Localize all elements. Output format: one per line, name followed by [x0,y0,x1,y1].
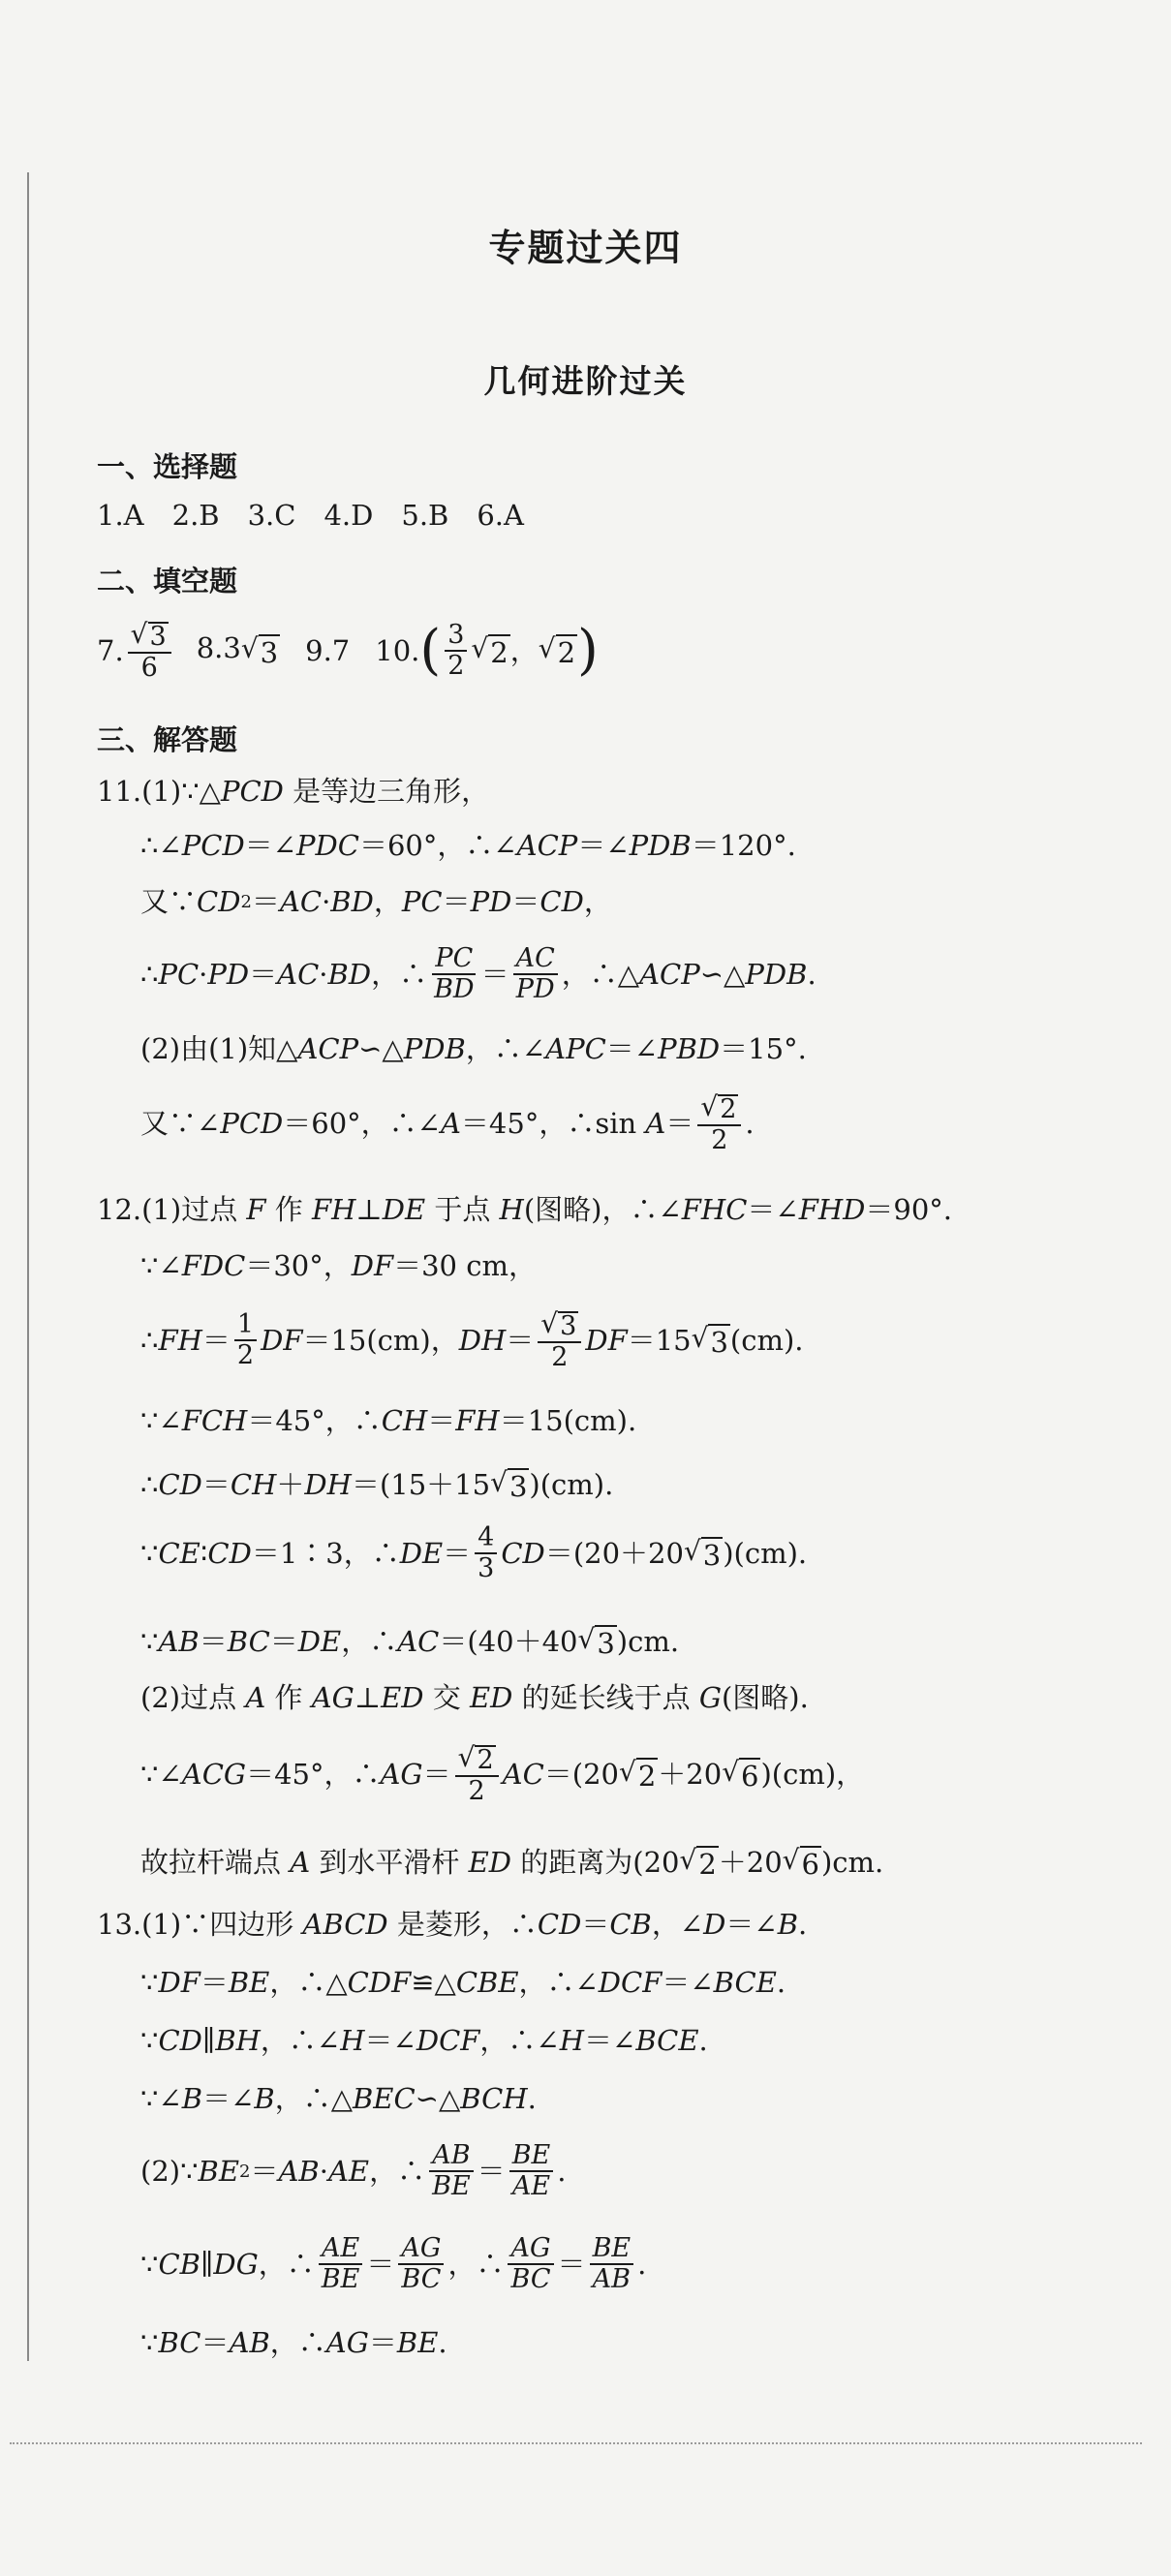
section-solve: 三、解答题 [97,723,238,756]
q12-line-10: 故拉杆端点 A 到水平滑杆 ED 的距离为(20 √ 2 ＋20 √ 6 )cm. [140,1844,884,1881]
q12-line-4: ∵∠ FCH ＝45°，∴ CH ＝ FH ＝15(cm). [140,1404,637,1437]
q13-line-3: ∵ CD ∥ BH ，∴∠ H ＝∠ DCF ，∴∠ H ＝∠ BCE . [140,2024,708,2057]
q13-line-4: ∵∠ B ＝∠ B ，∴△ BEC ∽△ BCH . [140,2082,537,2115]
q13-line-1: 13.(1)∵四边形 ABCD 是菱形，∴ CD ＝ CB ，∠ D ＝∠ B . [97,1908,808,1941]
page-subtitle: 几何进阶过关 [483,362,688,400]
q11-line-1: 11.(1)∵△ PCD 是等边三角形， [97,775,490,808]
q7-fraction: √ 3 6 [128,620,171,683]
q12-line-2: ∵∠ FDC ＝30°， DF ＝30 cm， [140,1249,537,1282]
q11-line-4: ∴ PC · PD ＝ AC · BD ，∴ $\frac{PC}{BD}$ ＝ $\frac{AC}{PD}$ ，∴△ ACP ∽△ PDB . [140,943,817,1005]
q12-line-8: (2)过点 A 作 AG ⊥ ED 交 ED 的延长线于点 G (图略). [140,1681,809,1714]
q13-line-6: ∵ CB ∥ DG ，∴ $\frac{AE}{BE}$ ＝ $\frac{AG}{BC}$ ，∴ $\frac{AG}{BC}$ ＝ $\frac{BE}{AB}$ . [140,2233,647,2295]
q13-line-5: (2)∵ BE 2 ＝ AB · AE ，∴ $\frac{AB}{BE}$ ＝ $\frac{BE}{AE}$ . [140,2140,567,2202]
q10-label: 10. [375,633,420,667]
q13-line-7: ∵ BC ＝ AB ，∴ AG ＝ BE . [140,2326,447,2359]
q12-line-5: ∴ CD ＝ CH ＋ DH ＝(15＋15 √ 3 )(cm). [140,1466,614,1503]
q7-label: 7. [97,633,124,667]
q12-line-3: ∴ FH ＝ $\frac{1}{2}$ DF ＝15(cm)， DH ＝ √ 3 2 DF ＝15 √ 3 (cm). [140,1307,804,1373]
fill-answers: 7. √ 3 6 8.3 √ 3 9.7 10. ( $\frac{3}{2}$ √ 2 ， √ 2 ) [97,618,599,684]
q9-answer: 9.7 [305,633,351,667]
q11-line-3: 又∵ CD 2 ＝ AC · BD ， PC ＝ PD ＝ CD ， [140,885,612,918]
section-choice: 一、选择题 [97,450,238,483]
q11-line-5: (2)由(1)知△ ACP ∽△ PDB ，∴∠ APC ＝∠ PBD ＝15°. [140,1032,807,1065]
q12-line-9: ∵∠ ACG ＝45°，∴ AG ＝ √ 2 2 AC ＝(20 √ 2 ＋20 √ 6 )(cm)， [140,1741,865,1807]
section-fill: 二、填空题 [97,565,238,598]
choice-answers: 1.A 2.B 3.C 4.D 5.B 6.A [97,499,524,532]
q12-line-1: 12.(1)过点 F 作 FH ⊥ DE 于点 H (图略)，∴∠ FHC ＝∠ FHD ＝90°. [97,1193,952,1226]
page-title: 专题过关四 [488,227,683,269]
q11-line-2: ∴∠ PCD ＝∠ PDC ＝60°，∴∠ ACP ＝∠ PDB ＝120°. [140,829,796,862]
q12-line-7: ∵ AB ＝ BC ＝ DE ，∴ AC ＝(40＋40 √ 3 )cm. [140,1623,680,1660]
page-dotted-divider [10,2442,1142,2444]
q12-line-6: ∵ CE ∶ CD ＝1∶3，∴ DE ＝ $\frac{4}{3}$ CD ＝(20＋20 √ 3 )(cm). [140,1522,808,1584]
margin-line [27,172,29,2361]
q11-line-6: 又∵∠ PCD ＝60°，∴∠ A ＝45°，∴sin A ＝ √ 2 2 . [140,1090,755,1156]
q13-line-2: ∵ DF ＝ BE ，∴△ CDF ≌△ CBE ，∴∠ DCF ＝∠ BCE . [140,1966,786,1999]
